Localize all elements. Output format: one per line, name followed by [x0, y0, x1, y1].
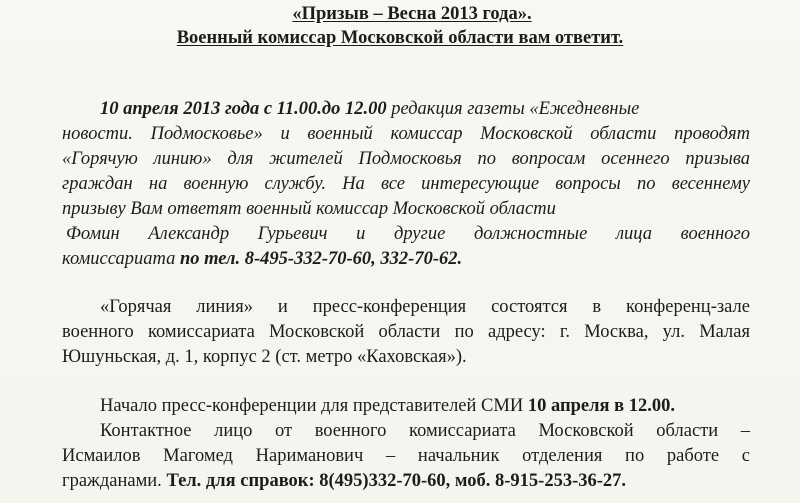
- paragraph1-line1: 10 апреля 2013 года с 11.00.до 12.00 редакция газеты «Ежедневные: [100, 99, 640, 119]
- contact-phone-numbers: Тел. для справок: 8(495)332-70-60, моб. 8-915-253-36-27.: [166, 471, 627, 491]
- paragraph-hotline-announcement: [62, 97, 750, 272]
- paragraph1-line7: комиссариата по тел. 8-495-332-70-60, 332-70-62.: [62, 249, 463, 269]
- paragraph3-line3: Исмаилов Магомед Нариманович – начальник отделения по работе с: [62, 446, 750, 466]
- paragraph3-line2: Контактное лицо от военного комиссариата Московской области –: [100, 421, 750, 441]
- paragraph-venue: [62, 295, 750, 370]
- paragraph2-line1: «Горячая линия» и пресс-конференция состоятся в конференц-зале: [100, 297, 750, 317]
- document-subtitle: Военный комиссар Московской области вам ответит.: [176, 28, 624, 48]
- paragraph1-line5: призыву Вам ответят военный комиссар Московской области: [62, 199, 556, 219]
- paragraph1-line4: граждан на военную службу. На все интересующие вопросы по весеннему: [62, 174, 750, 194]
- paragraph1-line6: Фомин Александр Гурьевич и другие должностные лица военного: [66, 224, 750, 244]
- document-title: «Призыв – Весна 2013 года».: [292, 4, 532, 24]
- date-time-highlight: 10 апреля 2013 года с 11.00.до 12.00: [100, 99, 387, 119]
- paragraph2-line3: Юшуньская, д. 1, корпус 2 (ст. метро «Каховская»).: [62, 347, 467, 367]
- paragraph1-line3: «Горячую линию» для жителей Подмосковья по вопросам осеннего призыва: [62, 149, 750, 169]
- paragraph3-line4: гражданами. Тел. для справок: 8(495)332-70-60, моб. 8-915-253-36-27.: [62, 471, 627, 491]
- hotline-phone-numbers: по тел. 8-495-332-70-60, 332-70-62.: [179, 249, 463, 269]
- paragraph1-line2: новости. Подмосковье» и военный комиссар Московской области проводят: [62, 124, 750, 144]
- paragraph3-line1: Начало пресс-конференции для представителей СМИ 10 апреля в 12.00.: [100, 396, 675, 416]
- press-conference-time: 10 апреля в 12.00.: [527, 396, 675, 416]
- paragraph-press-conference: [62, 394, 750, 494]
- paragraph2-line2: военного комиссариата Московской области по адресу: г. Москва, ул. Малая: [62, 322, 750, 342]
